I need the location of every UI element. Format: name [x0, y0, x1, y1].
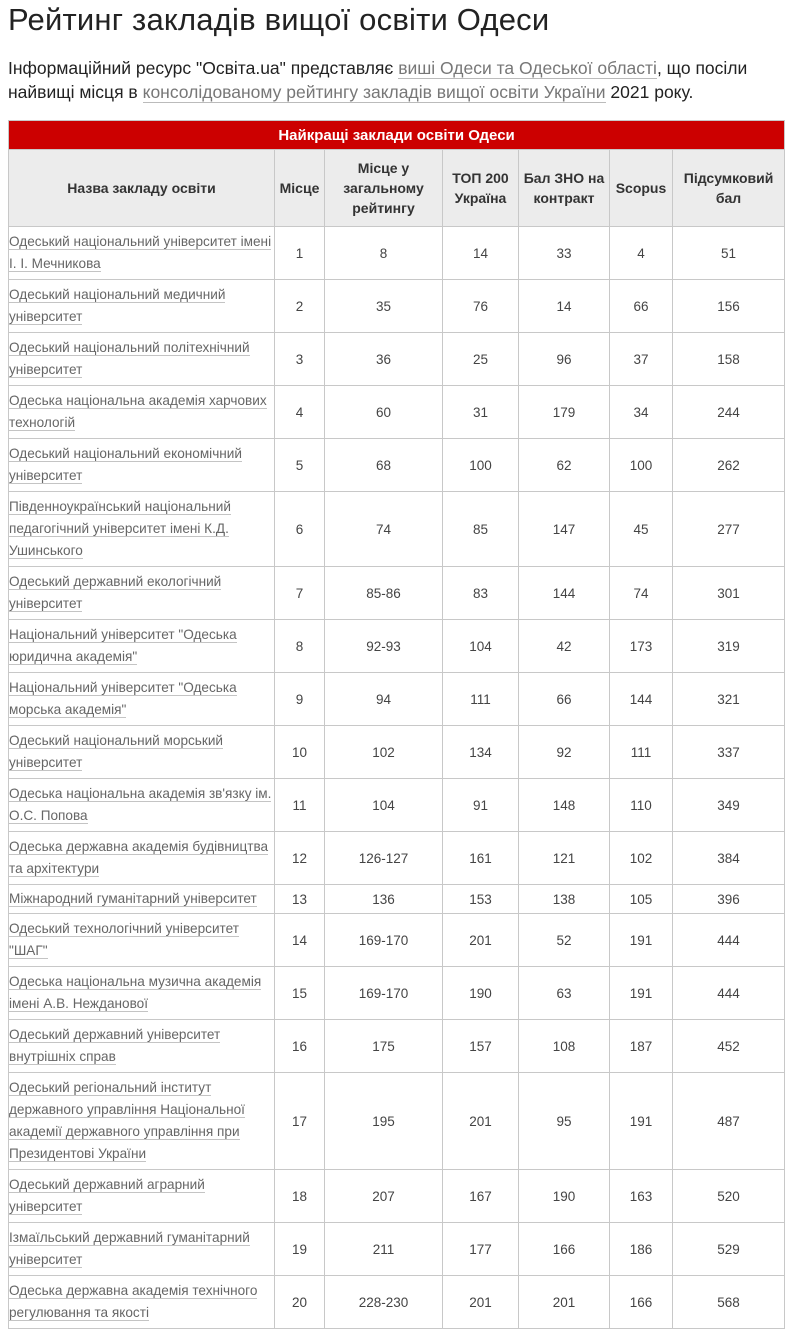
total-score-cell: 156: [673, 280, 785, 333]
top200-cell: 161: [443, 832, 519, 885]
table-row: [9, 967, 785, 1020]
zno-cell: 33: [519, 227, 610, 280]
table-row: [9, 779, 785, 832]
university-link[interactable]: Національний університет "Одеська юридична академія": [9, 627, 237, 664]
overall-rank-cell: 136: [325, 885, 443, 914]
overall-rank-cell: 211: [325, 1223, 443, 1276]
table-body: [9, 227, 785, 1329]
university-link[interactable]: Одеський державний аграрний університет: [9, 1177, 205, 1214]
total-score-cell: 487: [673, 1073, 785, 1170]
total-score-cell: 396: [673, 885, 785, 914]
top200-cell: 111: [443, 673, 519, 726]
university-cell: [9, 1223, 275, 1276]
university-link[interactable]: Одеська національна академія зв'язку ім. О.С. Попова: [9, 786, 272, 823]
intro-text-3: 2021 року.: [605, 82, 694, 102]
overall-rank-cell: 8: [325, 227, 443, 280]
header-scopus: Scopus: [610, 150, 673, 227]
table-row: [9, 439, 785, 492]
place-cell: 6: [275, 492, 325, 567]
table-row: [9, 1223, 785, 1276]
table-row: [9, 1020, 785, 1073]
table-row: [9, 1170, 785, 1223]
top200-cell: 76: [443, 280, 519, 333]
university-link[interactable]: Одеська державна академія будівництва та архітектури: [9, 839, 269, 876]
university-cell: [9, 967, 275, 1020]
header-top200: ТОП 200 Україна: [443, 150, 519, 227]
overall-rank-cell: 94: [325, 673, 443, 726]
scopus-cell: 186: [610, 1223, 673, 1276]
top200-cell: 153: [443, 885, 519, 914]
university-cell: [9, 567, 275, 620]
university-cell: [9, 439, 275, 492]
scopus-cell: 191: [610, 967, 673, 1020]
top200-cell: 157: [443, 1020, 519, 1073]
scopus-cell: 191: [610, 1073, 673, 1170]
place-cell: 19: [275, 1223, 325, 1276]
university-cell: [9, 779, 275, 832]
total-score-cell: 384: [673, 832, 785, 885]
top200-cell: 85: [443, 492, 519, 567]
table-caption: Найкращі заклади освіти Одеси: [9, 121, 785, 150]
table-row: [9, 227, 785, 280]
top200-cell: 25: [443, 333, 519, 386]
place-cell: 7: [275, 567, 325, 620]
total-score-cell: 337: [673, 726, 785, 779]
place-cell: 17: [275, 1073, 325, 1170]
scopus-cell: 187: [610, 1020, 673, 1073]
table-row: [9, 1073, 785, 1170]
place-cell: 1: [275, 227, 325, 280]
zno-cell: 62: [519, 439, 610, 492]
zno-cell: 190: [519, 1170, 610, 1223]
top200-cell: 201: [443, 1073, 519, 1170]
place-cell: 8: [275, 620, 325, 673]
top200-cell: 100: [443, 439, 519, 492]
scopus-cell: 45: [610, 492, 673, 567]
university-link[interactable]: Одеський технологічний університет "ШАГ": [9, 921, 239, 958]
university-cell: [9, 914, 275, 967]
scopus-cell: 166: [610, 1276, 673, 1329]
university-cell: [9, 620, 275, 673]
university-cell: [9, 832, 275, 885]
place-cell: 2: [275, 280, 325, 333]
scopus-cell: 102: [610, 832, 673, 885]
university-link[interactable]: Одеський державний університет внутрішніх справ: [9, 1027, 221, 1064]
intro-paragraph: [8, 56, 784, 104]
overall-rank-cell: 102: [325, 726, 443, 779]
total-score-cell: 568: [673, 1276, 785, 1329]
total-score-cell: 51: [673, 227, 785, 280]
top200-cell: 83: [443, 567, 519, 620]
place-cell: 15: [275, 967, 325, 1020]
scopus-cell: 100: [610, 439, 673, 492]
place-cell: 18: [275, 1170, 325, 1223]
university-link[interactable]: Одеський національний університет імені І. І. Мечникова: [9, 234, 272, 271]
page: [0, 2, 794, 1329]
zno-cell: 179: [519, 386, 610, 439]
zno-cell: 92: [519, 726, 610, 779]
zno-cell: 14: [519, 280, 610, 333]
university-link[interactable]: Одеський національний економічний університет: [9, 446, 242, 483]
ranking-table: [8, 120, 785, 1329]
university-link[interactable]: Одеська національна музична академія імені А.В. Нежданової: [9, 974, 262, 1011]
table-row: [9, 333, 785, 386]
header-name: Назва закладу освіти: [9, 150, 275, 227]
header-overall-rank: Місце у загальному рейтингу: [325, 150, 443, 227]
university-link[interactable]: Міжнародний гуманітарний університет: [9, 891, 257, 906]
zno-cell: 96: [519, 333, 610, 386]
zno-cell: 144: [519, 567, 610, 620]
university-cell: [9, 726, 275, 779]
university-cell: [9, 1073, 275, 1170]
total-score-cell: 158: [673, 333, 785, 386]
scopus-cell: 191: [610, 914, 673, 967]
table-row: [9, 726, 785, 779]
university-cell: [9, 673, 275, 726]
university-link[interactable]: Одеська національна академія харчових технологій: [9, 393, 267, 430]
place-cell: 16: [275, 1020, 325, 1073]
overall-rank-cell: 92-93: [325, 620, 443, 673]
table-row: [9, 914, 785, 967]
overall-rank-cell: 68: [325, 439, 443, 492]
university-cell: [9, 1020, 275, 1073]
top200-cell: 14: [443, 227, 519, 280]
top200-cell: 167: [443, 1170, 519, 1223]
place-cell: 20: [275, 1276, 325, 1329]
scopus-cell: 66: [610, 280, 673, 333]
top200-cell: 177: [443, 1223, 519, 1276]
table-row: [9, 492, 785, 567]
overall-rank-cell: 74: [325, 492, 443, 567]
intro-text-1: Інформаційний ресурс "Освіта.ua" представляє: [8, 58, 399, 78]
university-cell: [9, 1276, 275, 1329]
scopus-cell: 37: [610, 333, 673, 386]
header-zno: Бал ЗНО на контракт: [519, 150, 610, 227]
overall-rank-cell: 126-127: [325, 832, 443, 885]
university-link[interactable]: Одеський національний політехнічний університет: [9, 340, 250, 377]
table-row: [9, 620, 785, 673]
overall-rank-cell: 207: [325, 1170, 443, 1223]
overall-rank-cell: 104: [325, 779, 443, 832]
header-total: Підсумковий бал: [673, 150, 785, 227]
table-row: [9, 567, 785, 620]
top200-cell: 91: [443, 779, 519, 832]
zno-cell: 66: [519, 673, 610, 726]
intro-text-2: , що посіли найвищі місця в: [8, 58, 748, 102]
top200-cell: 134: [443, 726, 519, 779]
scopus-cell: 173: [610, 620, 673, 673]
overall-rank-cell: 175: [325, 1020, 443, 1073]
top200-cell: 201: [443, 1276, 519, 1329]
university-link[interactable]: Ізмаїльський державний гуманітарний університет: [9, 1230, 250, 1267]
zno-cell: 108: [519, 1020, 610, 1073]
university-link[interactable]: Національний університет "Одеська морська академія": [9, 680, 237, 717]
link-consolidated-rating[interactable]: консолідованому рейтингу закладів вищої освіти України: [142, 82, 606, 102]
scopus-cell: 144: [610, 673, 673, 726]
university-cell: [9, 1170, 275, 1223]
overall-rank-cell: 169-170: [325, 967, 443, 1020]
scopus-cell: 110: [610, 779, 673, 832]
overall-rank-cell: 195: [325, 1073, 443, 1170]
university-cell: [9, 333, 275, 386]
university-link[interactable]: Одеський національний морський університет: [9, 733, 224, 770]
zno-cell: 95: [519, 1073, 610, 1170]
university-cell: [9, 386, 275, 439]
zno-cell: 148: [519, 779, 610, 832]
table-row: [9, 386, 785, 439]
overall-rank-cell: 169-170: [325, 914, 443, 967]
place-cell: 9: [275, 673, 325, 726]
overall-rank-cell: 228-230: [325, 1276, 443, 1329]
table-row: [9, 1276, 785, 1329]
overall-rank-cell: 85-86: [325, 567, 443, 620]
zno-cell: 201: [519, 1276, 610, 1329]
total-score-cell: 444: [673, 967, 785, 1020]
overall-rank-cell: 35: [325, 280, 443, 333]
total-score-cell: 349: [673, 779, 785, 832]
scopus-cell: 74: [610, 567, 673, 620]
total-score-cell: 452: [673, 1020, 785, 1073]
table-row: [9, 673, 785, 726]
page-title: Рейтинг закладів вищої освіти Одеси: [8, 2, 550, 37]
header-place: Місце: [275, 150, 325, 227]
university-cell: [9, 885, 275, 914]
zno-cell: 138: [519, 885, 610, 914]
scopus-cell: 105: [610, 885, 673, 914]
place-cell: 5: [275, 439, 325, 492]
total-score-cell: 520: [673, 1170, 785, 1223]
zno-cell: 63: [519, 967, 610, 1020]
table-row: [9, 885, 785, 914]
total-score-cell: 529: [673, 1223, 785, 1276]
place-cell: 14: [275, 914, 325, 967]
scopus-cell: 34: [610, 386, 673, 439]
zno-cell: 121: [519, 832, 610, 885]
place-cell: 11: [275, 779, 325, 832]
university-cell: [9, 227, 275, 280]
total-score-cell: 444: [673, 914, 785, 967]
scopus-cell: 4: [610, 227, 673, 280]
table-row: [9, 280, 785, 333]
university-link[interactable]: Одеський регіональний інститут державного управління Національної академії державного управління при Президентові України: [9, 1080, 245, 1161]
university-cell: [9, 280, 275, 333]
zno-cell: 42: [519, 620, 610, 673]
top200-cell: 190: [443, 967, 519, 1020]
place-cell: 4: [275, 386, 325, 439]
overall-rank-cell: 60: [325, 386, 443, 439]
top200-cell: 104: [443, 620, 519, 673]
total-score-cell: 244: [673, 386, 785, 439]
university-link[interactable]: Одеська державна академія технічного регулювання та якості: [9, 1283, 258, 1320]
place-cell: 3: [275, 333, 325, 386]
place-cell: 13: [275, 885, 325, 914]
top200-cell: 31: [443, 386, 519, 439]
zno-cell: 166: [519, 1223, 610, 1276]
table-row: [9, 832, 785, 885]
university-link[interactable]: Південноукраїнський національний педагогічний університет імені К.Д. Ушинського: [9, 499, 231, 558]
zno-cell: 147: [519, 492, 610, 567]
scopus-cell: 163: [610, 1170, 673, 1223]
scopus-cell: 111: [610, 726, 673, 779]
total-score-cell: 277: [673, 492, 785, 567]
zno-cell: 52: [519, 914, 610, 967]
total-score-cell: 262: [673, 439, 785, 492]
university-link[interactable]: Одеський національний медичний університет: [9, 287, 226, 324]
overall-rank-cell: 36: [325, 333, 443, 386]
university-link[interactable]: Одеський державний екологічний університет: [9, 574, 222, 611]
total-score-cell: 301: [673, 567, 785, 620]
university-cell: [9, 492, 275, 567]
total-score-cell: 321: [673, 673, 785, 726]
place-cell: 12: [275, 832, 325, 885]
place-cell: 10: [275, 726, 325, 779]
top200-cell: 201: [443, 914, 519, 967]
link-odesa-universities[interactable]: виші Одеси та Одеської області: [398, 58, 657, 78]
total-score-cell: 319: [673, 620, 785, 673]
